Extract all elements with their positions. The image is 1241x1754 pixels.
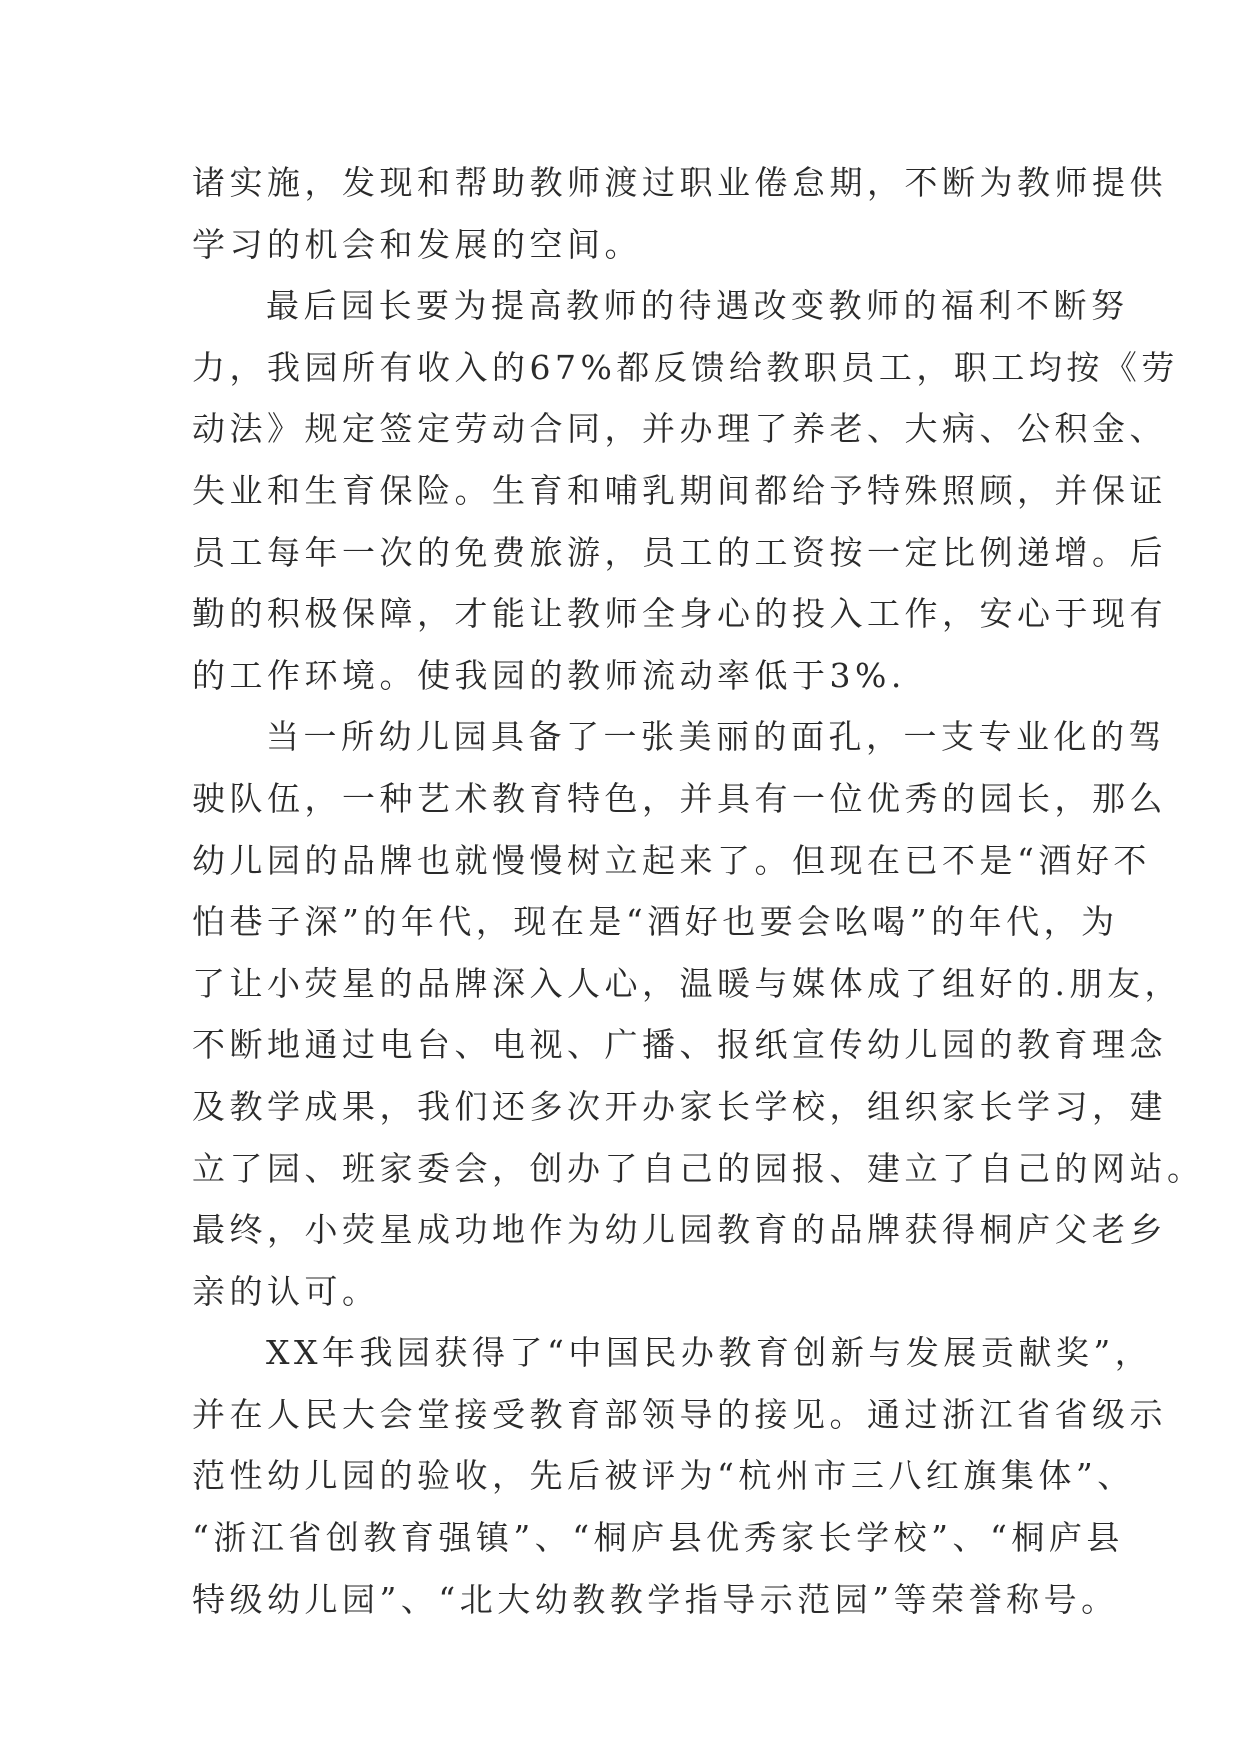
text-line: 员工每年一次的免费旅游，员工的工资按一定比例递增。后: [192, 532, 1167, 572]
text-line: 不断地通过电台、电视、广播、报纸宣传幼儿园的教育理念: [192, 1025, 1167, 1065]
text-line: “浙江省创教育强镇”、“桐庐县优秀家长学校”、“桐庐县: [192, 1518, 1124, 1558]
text-line: 特级幼儿园”、“北大幼教教学指导示范园”等荣誉称号。: [192, 1579, 1119, 1619]
text-line: 勤的积极保障，才能让教师全身心的投入工作，安心于现有: [192, 594, 1167, 634]
text-line: 立了园、班家委会，创办了自己的园报、建立了自己的网站。: [192, 1148, 1205, 1188]
document-body: [192, 152, 1205, 1630]
text-line: XX年我园获得了“中国民办教育创新与发展贡献奖”，: [266, 1333, 1153, 1373]
paragraph: [192, 1322, 1167, 1630]
text-line: 并在人民大会堂接受教育部领导的接见。通过浙江省省级示: [192, 1394, 1167, 1434]
text-line: 力，我园所有收入的67%都反馈给教职员工，职工均按《劳: [192, 347, 1179, 387]
text-line: 当一所幼儿园具备了一张美丽的面孔，一支专业化的驾: [266, 717, 1166, 757]
text-line: 最终，小荧星成功地作为幼儿园教育的品牌获得桐庐父老乡: [192, 1210, 1167, 1250]
text-line: 了让小荧星的品牌深入人心，温暖与媒体成了组好的.朋友，: [192, 963, 1182, 1003]
text-line: 动法》规定签定劳动合同，并办理了养老、大病、公积金、: [192, 409, 1167, 449]
paragraph: [192, 152, 1167, 275]
text-line: 最后园长要为提高教师的待遇改变教师的福利不断努: [266, 286, 1129, 326]
text-line: 的工作环境。使我园的教师流动率低于3%.: [192, 655, 906, 695]
text-line: 失业和生育保险。生育和哺乳期间都给予特殊照顾，并保证: [192, 470, 1167, 510]
text-line: 驶队伍，一种艺术教育特色，并具有一位优秀的园长，那么: [192, 778, 1167, 818]
text-line: 范性幼儿园的验收，先后被评为“杭州市三八红旗集体”、: [192, 1456, 1135, 1496]
paragraph: [192, 275, 1179, 706]
text-line: 诸实施，发现和帮助教师渡过职业倦怠期，不断为教师提供: [192, 163, 1167, 202]
text-line: 亲的认可。: [192, 1271, 380, 1311]
text-line: 及教学成果，我们还多次开办家长学校，组织家长学习，建: [192, 1086, 1167, 1126]
paragraph: [192, 706, 1205, 1322]
text-line: 学习的机会和发展的空间。: [192, 224, 642, 264]
text-line: 幼儿园的品牌也就慢慢树立起来了。但现在已不是“酒好不: [192, 840, 1151, 880]
text-line: 怕巷子深”的年代，现在是“酒好也要会吆喝”的年代，为: [192, 902, 1119, 942]
